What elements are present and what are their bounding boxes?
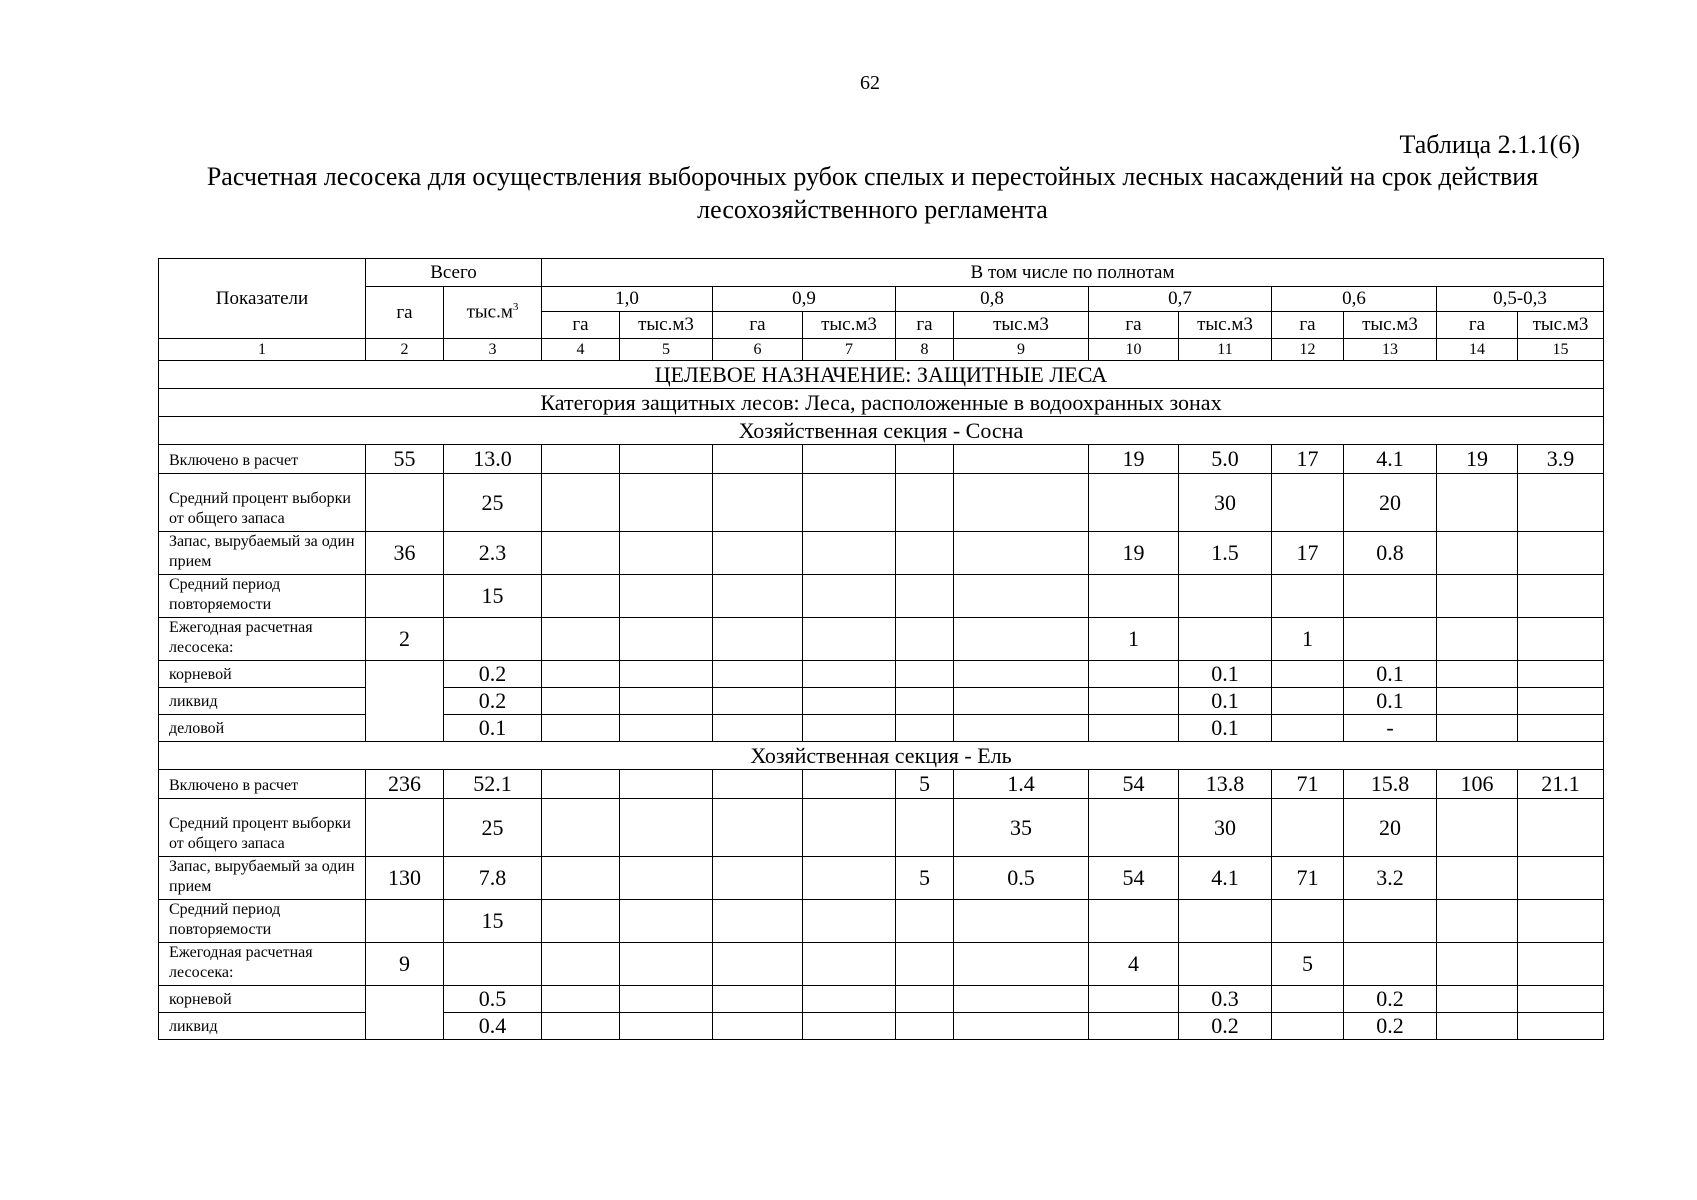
- table-cell: 25: [444, 799, 542, 857]
- column-number: 3: [444, 339, 542, 361]
- table-cell: [803, 1013, 896, 1040]
- table-cell: [1518, 857, 1604, 900]
- table-cell: 130: [366, 857, 444, 900]
- table-cell: [954, 688, 1089, 715]
- table-cell: [620, 943, 713, 986]
- section-row: [159, 742, 1604, 770]
- table-cell: [1089, 661, 1179, 688]
- table-cell: [366, 661, 444, 742]
- table-cell: [1272, 799, 1344, 857]
- table-number: Таблица 2.1.1(6): [1399, 130, 1580, 159]
- table-cell: [366, 575, 444, 618]
- row-label: корневой: [159, 986, 366, 1013]
- table-cell: 0.1: [444, 715, 542, 742]
- table-cell: [1179, 900, 1272, 943]
- table-cell: [1518, 715, 1604, 742]
- header-unit-ha: га: [542, 312, 620, 339]
- table-cell: 4: [1089, 943, 1179, 986]
- table-row: [159, 618, 1604, 661]
- column-number: 2: [366, 339, 444, 361]
- table-cell: [1518, 575, 1604, 618]
- table-cell: [620, 445, 713, 474]
- table-cell: [620, 799, 713, 857]
- table-cell: [1518, 986, 1604, 1013]
- row-label: Ежегодная расчетная лесосека:: [159, 943, 366, 986]
- allowable-cut-table: [158, 258, 1604, 1040]
- table-cell: [1089, 688, 1179, 715]
- table-cell: [1437, 688, 1518, 715]
- table-cell: [542, 715, 620, 742]
- table-cell: 52.1: [444, 770, 542, 799]
- table-cell: [1089, 900, 1179, 943]
- table-cell: [803, 900, 896, 943]
- table-cell: [1089, 715, 1179, 742]
- row-label: Ежегодная расчетная лесосека:: [159, 618, 366, 661]
- row-label: корневой: [159, 661, 366, 688]
- table-cell: [1089, 575, 1179, 618]
- table-cell: [954, 900, 1089, 943]
- table-cell: [954, 532, 1089, 575]
- column-number: 9: [954, 339, 1089, 361]
- purpose-heading: ЦЕЛЕВОЕ НАЗНАЧЕНИЕ: ЗАЩИТНЫЕ ЛЕСА: [159, 361, 1604, 389]
- table-cell: 21.1: [1518, 770, 1604, 799]
- table-cell: [1272, 1013, 1344, 1040]
- table-cell: [542, 770, 620, 799]
- table-cell: [1344, 943, 1437, 986]
- table-cell: 1.5: [1179, 532, 1272, 575]
- table-cell: 0.1: [1344, 661, 1437, 688]
- table-cell: [1518, 661, 1604, 688]
- table-cell: 3.2: [1344, 857, 1437, 900]
- table-cell: 236: [366, 770, 444, 799]
- table-cell: [542, 445, 620, 474]
- table-cell: [896, 661, 954, 688]
- table-cell: [1089, 799, 1179, 857]
- header-density: 0,9: [713, 287, 896, 312]
- table-cell: [713, 900, 803, 943]
- table-cell: [803, 770, 896, 799]
- header-unit-ha: га: [713, 312, 803, 339]
- header-density: 0,6: [1272, 287, 1437, 312]
- table-cell: [954, 661, 1089, 688]
- table-cell: 30: [1179, 799, 1272, 857]
- column-number: 8: [896, 339, 954, 361]
- table-cell: [542, 575, 620, 618]
- table-row: [159, 943, 1604, 986]
- table-cell: [1437, 474, 1518, 532]
- table-cell: 3.9: [1518, 445, 1604, 474]
- table-cell: 0.5: [954, 857, 1089, 900]
- table-cell: 1: [1089, 618, 1179, 661]
- table-cell: 0.2: [444, 688, 542, 715]
- table-cell: [713, 661, 803, 688]
- table-cell: 1.4: [954, 770, 1089, 799]
- table-cell: 54: [1089, 770, 1179, 799]
- table-cell: 25: [444, 474, 542, 532]
- table-cell: [713, 857, 803, 900]
- table-cell: [896, 986, 954, 1013]
- header-total-ha: га: [366, 287, 444, 339]
- category-heading: Категория защитных лесов: Леса, расположенные в водоохранных зонах: [159, 389, 1604, 417]
- table-cell: -: [1344, 715, 1437, 742]
- table-cell: [444, 943, 542, 986]
- table-cell: 0.1: [1344, 688, 1437, 715]
- table-cell: 2: [366, 618, 444, 661]
- table-cell: [896, 688, 954, 715]
- table-cell: [542, 943, 620, 986]
- table-cell: 19: [1089, 445, 1179, 474]
- table-cell: [1272, 575, 1344, 618]
- row-label: Средний период повторяемости: [159, 900, 366, 943]
- table-cell: 71: [1272, 770, 1344, 799]
- table-cell: 0.8: [1344, 532, 1437, 575]
- table-cell: [713, 445, 803, 474]
- table-cell: [542, 986, 620, 1013]
- header-total-thous-m3-text: тыс.м: [466, 301, 513, 323]
- table-cell: [803, 445, 896, 474]
- table-row: [159, 532, 1604, 575]
- table-cell: [1179, 943, 1272, 986]
- table-cell: [542, 688, 620, 715]
- table-cell: 9: [366, 943, 444, 986]
- table-cell: 36: [366, 532, 444, 575]
- table-cell: [803, 661, 896, 688]
- table-cell: [1437, 661, 1518, 688]
- table-cell: [954, 575, 1089, 618]
- table-cell: [1437, 532, 1518, 575]
- table-cell: [954, 1013, 1089, 1040]
- table-cell: [803, 799, 896, 857]
- table-cell: [366, 799, 444, 857]
- header-unit-ha: га: [1272, 312, 1344, 339]
- table-cell: [713, 688, 803, 715]
- header-unit-thous-m3: тыс.м3: [1179, 312, 1272, 339]
- header-total-thous-m3: [444, 287, 542, 339]
- header-density: 1,0: [542, 287, 713, 312]
- row-label: деловой: [159, 715, 366, 742]
- column-number: 4: [542, 339, 620, 361]
- table-cell: 0.2: [1344, 1013, 1437, 1040]
- table-cell: 0.1: [1179, 688, 1272, 715]
- table-cell: [542, 900, 620, 943]
- table-cell: [1089, 1013, 1179, 1040]
- column-number: 7: [803, 339, 896, 361]
- table-cell: [1179, 575, 1272, 618]
- table-cell: [620, 900, 713, 943]
- table-cell: 0.2: [1179, 1013, 1272, 1040]
- header-total: Всего: [366, 259, 542, 287]
- header-total-thous-m3-sup: 3: [512, 301, 519, 314]
- section-heading: Хозяйственная секция - Сосна: [159, 417, 1604, 445]
- table-cell: [366, 474, 444, 532]
- table-cell: [1437, 575, 1518, 618]
- table-cell: [713, 986, 803, 1013]
- table-cell: [954, 986, 1089, 1013]
- table-cell: 7.8: [444, 857, 542, 900]
- table-cell: [542, 661, 620, 688]
- table-cell: [803, 474, 896, 532]
- column-number: 12: [1272, 339, 1344, 361]
- table-cell: 15: [444, 900, 542, 943]
- table-row: [159, 770, 1604, 799]
- table-cell: 0.5: [444, 986, 542, 1013]
- column-number: 13: [1344, 339, 1437, 361]
- table-cell: 17: [1272, 445, 1344, 474]
- table-cell: [713, 715, 803, 742]
- table-cell: 19: [1089, 532, 1179, 575]
- table-cell: 2.3: [444, 532, 542, 575]
- table-cell: 0.2: [1344, 986, 1437, 1013]
- table-cell: [620, 715, 713, 742]
- table-cell: [542, 857, 620, 900]
- table-cell: [1437, 900, 1518, 943]
- column-number: 5: [620, 339, 713, 361]
- row-label: ликвид: [159, 688, 366, 715]
- table-cell: [954, 474, 1089, 532]
- table-cell: [713, 1013, 803, 1040]
- table-cell: [803, 986, 896, 1013]
- table-cell: [896, 618, 954, 661]
- table-cell: [896, 943, 954, 986]
- table-cell: 15.8: [1344, 770, 1437, 799]
- row-label: Средний период повторяемости: [159, 575, 366, 618]
- table-cell: [620, 474, 713, 532]
- table-cell: 54: [1089, 857, 1179, 900]
- table-cell: [954, 715, 1089, 742]
- column-number: 11: [1179, 339, 1272, 361]
- table-cell: [1518, 900, 1604, 943]
- row-label: Средний процент выборки от общего запаса: [159, 474, 366, 532]
- header-unit-thous-m3: тыс.м3: [620, 312, 713, 339]
- table-cell: [1518, 532, 1604, 575]
- column-number: 6: [713, 339, 803, 361]
- table-cell: 4.1: [1179, 857, 1272, 900]
- section-heading: Хозяйственная секция - Ель: [159, 742, 1604, 770]
- table-row: [159, 857, 1604, 900]
- table-cell: 20: [1344, 799, 1437, 857]
- table-row: [159, 661, 1604, 688]
- table-cell: [713, 532, 803, 575]
- table-cell: [803, 688, 896, 715]
- table-cell: 5: [896, 770, 954, 799]
- table-row: [159, 986, 1604, 1013]
- table-cell: 15: [444, 575, 542, 618]
- table-cell: [803, 715, 896, 742]
- table-cell: 0.3: [1179, 986, 1272, 1013]
- header-unit-ha: га: [896, 312, 954, 339]
- table-cell: [620, 661, 713, 688]
- column-number: 10: [1089, 339, 1179, 361]
- table-cell: 19: [1437, 445, 1518, 474]
- table-cell: [1518, 688, 1604, 715]
- table-cell: [1518, 943, 1604, 986]
- table-cell: [896, 575, 954, 618]
- table-cell: 0.1: [1179, 661, 1272, 688]
- table-cell: [954, 618, 1089, 661]
- table-cell: [1437, 799, 1518, 857]
- header-unit-thous-m3: тыс.м3: [954, 312, 1089, 339]
- table-cell: 4.1: [1344, 445, 1437, 474]
- column-number: 15: [1518, 339, 1604, 361]
- table-cell: [713, 943, 803, 986]
- table-cell: [620, 532, 713, 575]
- header-unit-ha: га: [1437, 312, 1518, 339]
- table-cell: [366, 986, 444, 1040]
- table-cell: [713, 618, 803, 661]
- table-cell: [620, 986, 713, 1013]
- table-cell: 0.1: [1179, 715, 1272, 742]
- table-cell: [803, 532, 896, 575]
- row-label: ликвид: [159, 1013, 366, 1040]
- header-density: 0,8: [896, 287, 1089, 312]
- table-cell: [803, 857, 896, 900]
- table-cell: [1272, 661, 1344, 688]
- table-cell: [1518, 618, 1604, 661]
- table-cell: [803, 943, 896, 986]
- table-cell: [1089, 986, 1179, 1013]
- document-title: Расчетная лесосека для осуществления выборочных рубок спелых и перестойных лесных насаждений на срок действия лесохозяйственного регламента: [206, 162, 1539, 224]
- table-cell: [620, 618, 713, 661]
- row-label: Запас, вырубаемый за один прием: [159, 532, 366, 575]
- table-cell: [896, 1013, 954, 1040]
- table-cell: [620, 688, 713, 715]
- table-cell: [620, 770, 713, 799]
- table-cell: [1518, 474, 1604, 532]
- header-density: 0,5-0,3: [1437, 287, 1604, 312]
- table-cell: [444, 618, 542, 661]
- section-row: [159, 417, 1604, 445]
- table-cell: 71: [1272, 857, 1344, 900]
- table-cell: [896, 715, 954, 742]
- table-cell: [1272, 715, 1344, 742]
- table-cell: [366, 900, 444, 943]
- header-density: 0,7: [1089, 287, 1272, 312]
- row-label: Включено в расчет: [159, 770, 366, 799]
- table-cell: [1179, 618, 1272, 661]
- table-cell: [620, 575, 713, 618]
- table-cell: [896, 900, 954, 943]
- page-number: 62: [860, 72, 880, 94]
- table-cell: [954, 943, 1089, 986]
- table-cell: [1344, 900, 1437, 943]
- table-cell: 5: [896, 857, 954, 900]
- table-cell: [1437, 943, 1518, 986]
- table-cell: 30: [1179, 474, 1272, 532]
- column-number: 1: [159, 339, 366, 361]
- table-cell: [1437, 715, 1518, 742]
- table-cell: 0.4: [444, 1013, 542, 1040]
- table-cell: [620, 1013, 713, 1040]
- table-row: [159, 799, 1604, 857]
- table-cell: [896, 474, 954, 532]
- table-cell: [713, 575, 803, 618]
- row-label: Средний процент выборки от общего запаса: [159, 799, 366, 857]
- table-cell: [1344, 618, 1437, 661]
- table-cell: [1272, 474, 1344, 532]
- header-including-by-density: В том числе по полнотам: [542, 259, 1604, 287]
- table-cell: [1272, 986, 1344, 1013]
- table-cell: [1437, 1013, 1518, 1040]
- row-label: Запас, вырубаемый за один прием: [159, 857, 366, 900]
- table-cell: 20: [1344, 474, 1437, 532]
- table-cell: [1272, 900, 1344, 943]
- row-label: Включено в расчет: [159, 445, 366, 474]
- table-cell: [1344, 575, 1437, 618]
- table-row: [159, 900, 1604, 943]
- table-cell: 1: [1272, 618, 1344, 661]
- table-cell: [1089, 474, 1179, 532]
- table-cell: 13.8: [1179, 770, 1272, 799]
- table-cell: [896, 445, 954, 474]
- table-cell: [542, 532, 620, 575]
- table-cell: 35: [954, 799, 1089, 857]
- table-cell: [1518, 799, 1604, 857]
- table-cell: 5: [1272, 943, 1344, 986]
- table-cell: 0.2: [444, 661, 542, 688]
- table-cell: [1518, 1013, 1604, 1040]
- header-indicators: Показатели: [159, 259, 366, 339]
- table-cell: [620, 857, 713, 900]
- header-unit-ha: га: [1089, 312, 1179, 339]
- table-cell: [954, 445, 1089, 474]
- table-cell: 55: [366, 445, 444, 474]
- table-cell: [1437, 986, 1518, 1013]
- table-cell: [713, 474, 803, 532]
- table-cell: [1272, 688, 1344, 715]
- table-cell: [803, 575, 896, 618]
- table-cell: [542, 474, 620, 532]
- table-cell: [713, 770, 803, 799]
- header-unit-thous-m3: тыс.м3: [1518, 312, 1604, 339]
- header-unit-thous-m3: тыс.м3: [803, 312, 896, 339]
- table-cell: 106: [1437, 770, 1518, 799]
- table-cell: [803, 618, 896, 661]
- table-cell: [542, 1013, 620, 1040]
- table-row: [159, 474, 1604, 532]
- table-cell: [896, 799, 954, 857]
- table-cell: [713, 799, 803, 857]
- table-cell: [1437, 618, 1518, 661]
- table-cell: [542, 799, 620, 857]
- table-cell: [1437, 857, 1518, 900]
- table-cell: 5.0: [1179, 445, 1272, 474]
- table-cell: 13.0: [444, 445, 542, 474]
- table-cell: 17: [1272, 532, 1344, 575]
- table-row: [159, 445, 1604, 474]
- table-cell: [896, 532, 954, 575]
- column-number: 14: [1437, 339, 1518, 361]
- table-cell: [542, 618, 620, 661]
- table-row: [159, 575, 1604, 618]
- header-unit-thous-m3: тыс.м3: [1344, 312, 1437, 339]
